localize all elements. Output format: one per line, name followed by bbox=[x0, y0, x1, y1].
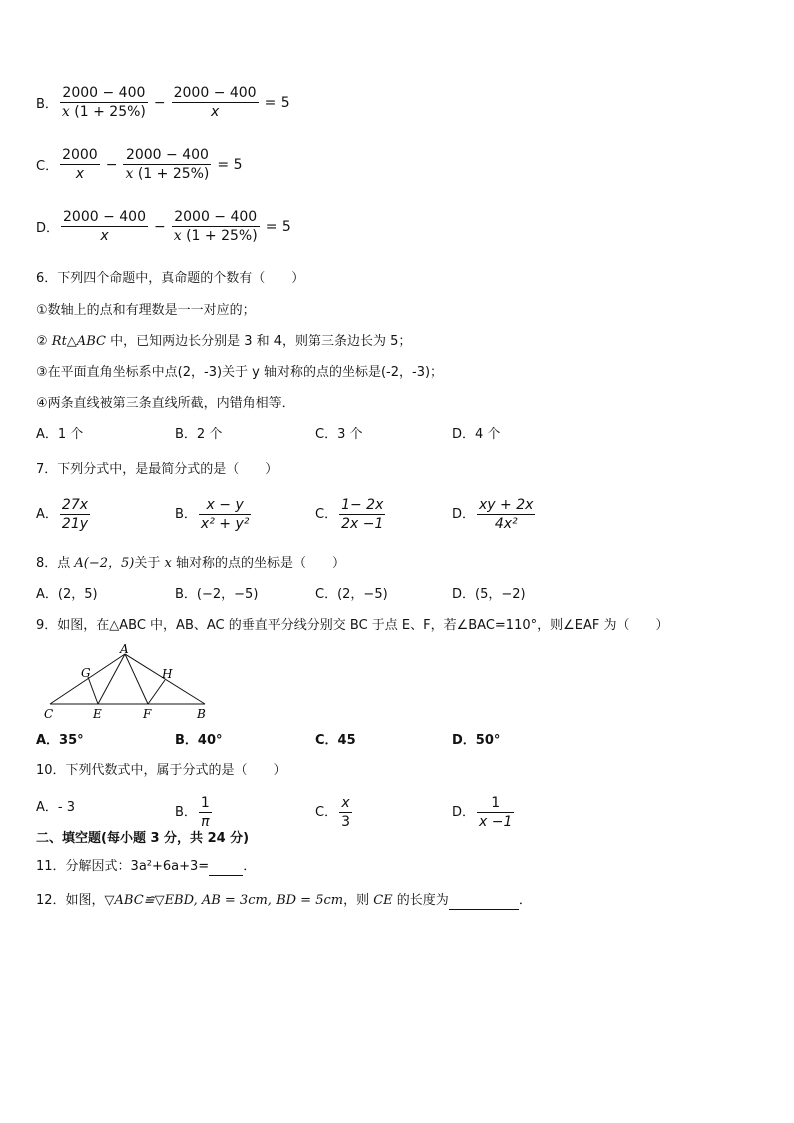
q6-statement-2: ② Rt△ABC 中，已知两边长分别是 3 和 4，则第三条边长为 5； bbox=[36, 334, 412, 349]
q5-d-fraction-2: $\frac{2000 - 400}{x (1 + 25\%)}$ bbox=[173, 209, 258, 244]
q5-option-c: C． $\frac{2000}{x}$ − $\frac{2000 - 400}{x (1 + 25\%)}$ = 5 bbox=[36, 147, 243, 182]
q5-c-fraction-1: $\frac{2000}{x}$ bbox=[62, 147, 98, 182]
q10-stem: 10．下列代数式中，属于分式的是（ ） bbox=[36, 763, 287, 778]
q9-label-e: E bbox=[93, 707, 102, 721]
q9-label-b: B bbox=[197, 707, 206, 721]
q5-c-fraction-2: $\frac{2000 - 400}{x (1 + 25\%)}$ bbox=[125, 147, 210, 182]
q5-option-b-label: B． bbox=[36, 97, 58, 112]
q9-label-h: H bbox=[162, 667, 173, 681]
q5-b-fraction-1: $\frac{2000 - 400}{x (1 + 25\%)}$ bbox=[61, 85, 146, 120]
q8-option-d[interactable]: D．(5，−2) bbox=[452, 587, 526, 602]
section-2-title: 二、填空题(每小题 3 分，共 24 分) bbox=[36, 831, 250, 846]
q7-stem: 7．下列分式中，是最简分式的是（ ） bbox=[36, 462, 279, 477]
q6-statement-1: ①数轴上的点和有理数是一一对应的； bbox=[36, 303, 256, 318]
q9-label-g: G bbox=[81, 666, 91, 680]
q6-option-b[interactable]: B．2 个 bbox=[175, 427, 223, 442]
q8-option-b[interactable]: B．(−2，−5) bbox=[175, 587, 259, 602]
q10-option-a[interactable]: A． - 3 bbox=[36, 800, 76, 815]
q10-option-c[interactable]: C． $\frac{x}{3}$ bbox=[315, 795, 350, 830]
q12-stem: 12．如图，▽ABC≌▽EBD, AB = 3cm, BD = 5cm，则 CE 的长度为 ． bbox=[36, 893, 532, 908]
q6-rt-triangle: Rt△ABC bbox=[51, 334, 106, 349]
q7-option-b[interactable]: B． $\frac{x - y}{\text{x² + y²}}$ bbox=[175, 497, 250, 532]
q5-d-fraction-1: $\frac{2000 - 400}{x}$ bbox=[63, 209, 146, 244]
q6-statement-3: ③在平面直角坐标系中点(2，-3)关于 y 轴对称的点的坐标是(-2，-3)； bbox=[36, 365, 444, 380]
q5-b-fraction-2: $\frac{2000 - 400}{x}$ bbox=[173, 85, 257, 120]
q6-option-a[interactable]: A．1 个 bbox=[36, 427, 84, 442]
q9-label-a: A bbox=[120, 644, 129, 656]
q7-option-c[interactable]: C． $\frac{1- 2x}{2x -1}$ bbox=[315, 497, 384, 532]
q5-option-d: D． $\frac{2000 - 400}{x}$ − $\frac{2000 - 400}{x (1 + 25\%)}$ = 5 bbox=[36, 209, 291, 244]
q10-option-b[interactable]: B． $\frac{1}{\pi}$ bbox=[175, 795, 210, 830]
q12-congruence: ▽ABC≌▽EBD, AB = 3cm, BD = 5cm bbox=[104, 893, 344, 908]
q9-triangle-diagram bbox=[40, 644, 220, 724]
q9-label-f: F bbox=[143, 707, 152, 721]
q6-statement-4: ④两条直线被第三条直线所截，内错角相等． bbox=[36, 396, 295, 411]
q7-option-d[interactable]: D． $\frac{xy + 2x}{\text{4x²}}$ bbox=[452, 497, 534, 532]
q9-option-b[interactable]: B．40° bbox=[175, 733, 223, 748]
q7-option-a[interactable]: A． $\frac{27x}{21y}$ bbox=[36, 497, 89, 532]
q8-option-c[interactable]: C．(2，−5) bbox=[315, 587, 388, 602]
q9-label-c: C bbox=[44, 707, 54, 721]
q10-option-d[interactable]: D． $\frac{1}{x -1}$ bbox=[452, 795, 513, 830]
q6-stem: 6．下列四个命题中，真命题的个数有（ ） bbox=[36, 271, 305, 286]
q11-answer-blank[interactable] bbox=[209, 861, 243, 876]
q5-option-d-label: D． bbox=[36, 221, 60, 236]
q9-stem: 9．如图，在△ABC 中，AB、AC 的垂直平分线分别交 BC 于点 E、F，若∠BAC=110°，则∠EAF 为（ ） bbox=[36, 618, 669, 633]
q5-option-b: B． $\frac{2000 - 400}{x (1 + 25\%)}$ − $\frac{2000 - 400}{x}$ = 5 bbox=[36, 85, 290, 120]
q8-option-a[interactable]: A．(2，5) bbox=[36, 587, 98, 602]
q8-stem: 8．点 A(−2，5)关于 x 轴对称的点的坐标是（ ） bbox=[36, 556, 345, 571]
q11-stem: 11．分解因式：3a²+6a+3= ． bbox=[36, 859, 257, 874]
q6-option-d[interactable]: D．4 个 bbox=[452, 427, 501, 442]
q8-point-a: A(−2，5) bbox=[74, 556, 135, 571]
q9-option-c[interactable]: C．45 bbox=[315, 733, 356, 748]
q5-option-c-label: C． bbox=[36, 159, 59, 174]
q9-option-a[interactable]: A．35° bbox=[36, 733, 84, 748]
q9-option-d[interactable]: D．50° bbox=[452, 733, 501, 748]
q12-answer-blank[interactable] bbox=[449, 895, 519, 910]
q6-option-c[interactable]: C．3 个 bbox=[315, 427, 363, 442]
